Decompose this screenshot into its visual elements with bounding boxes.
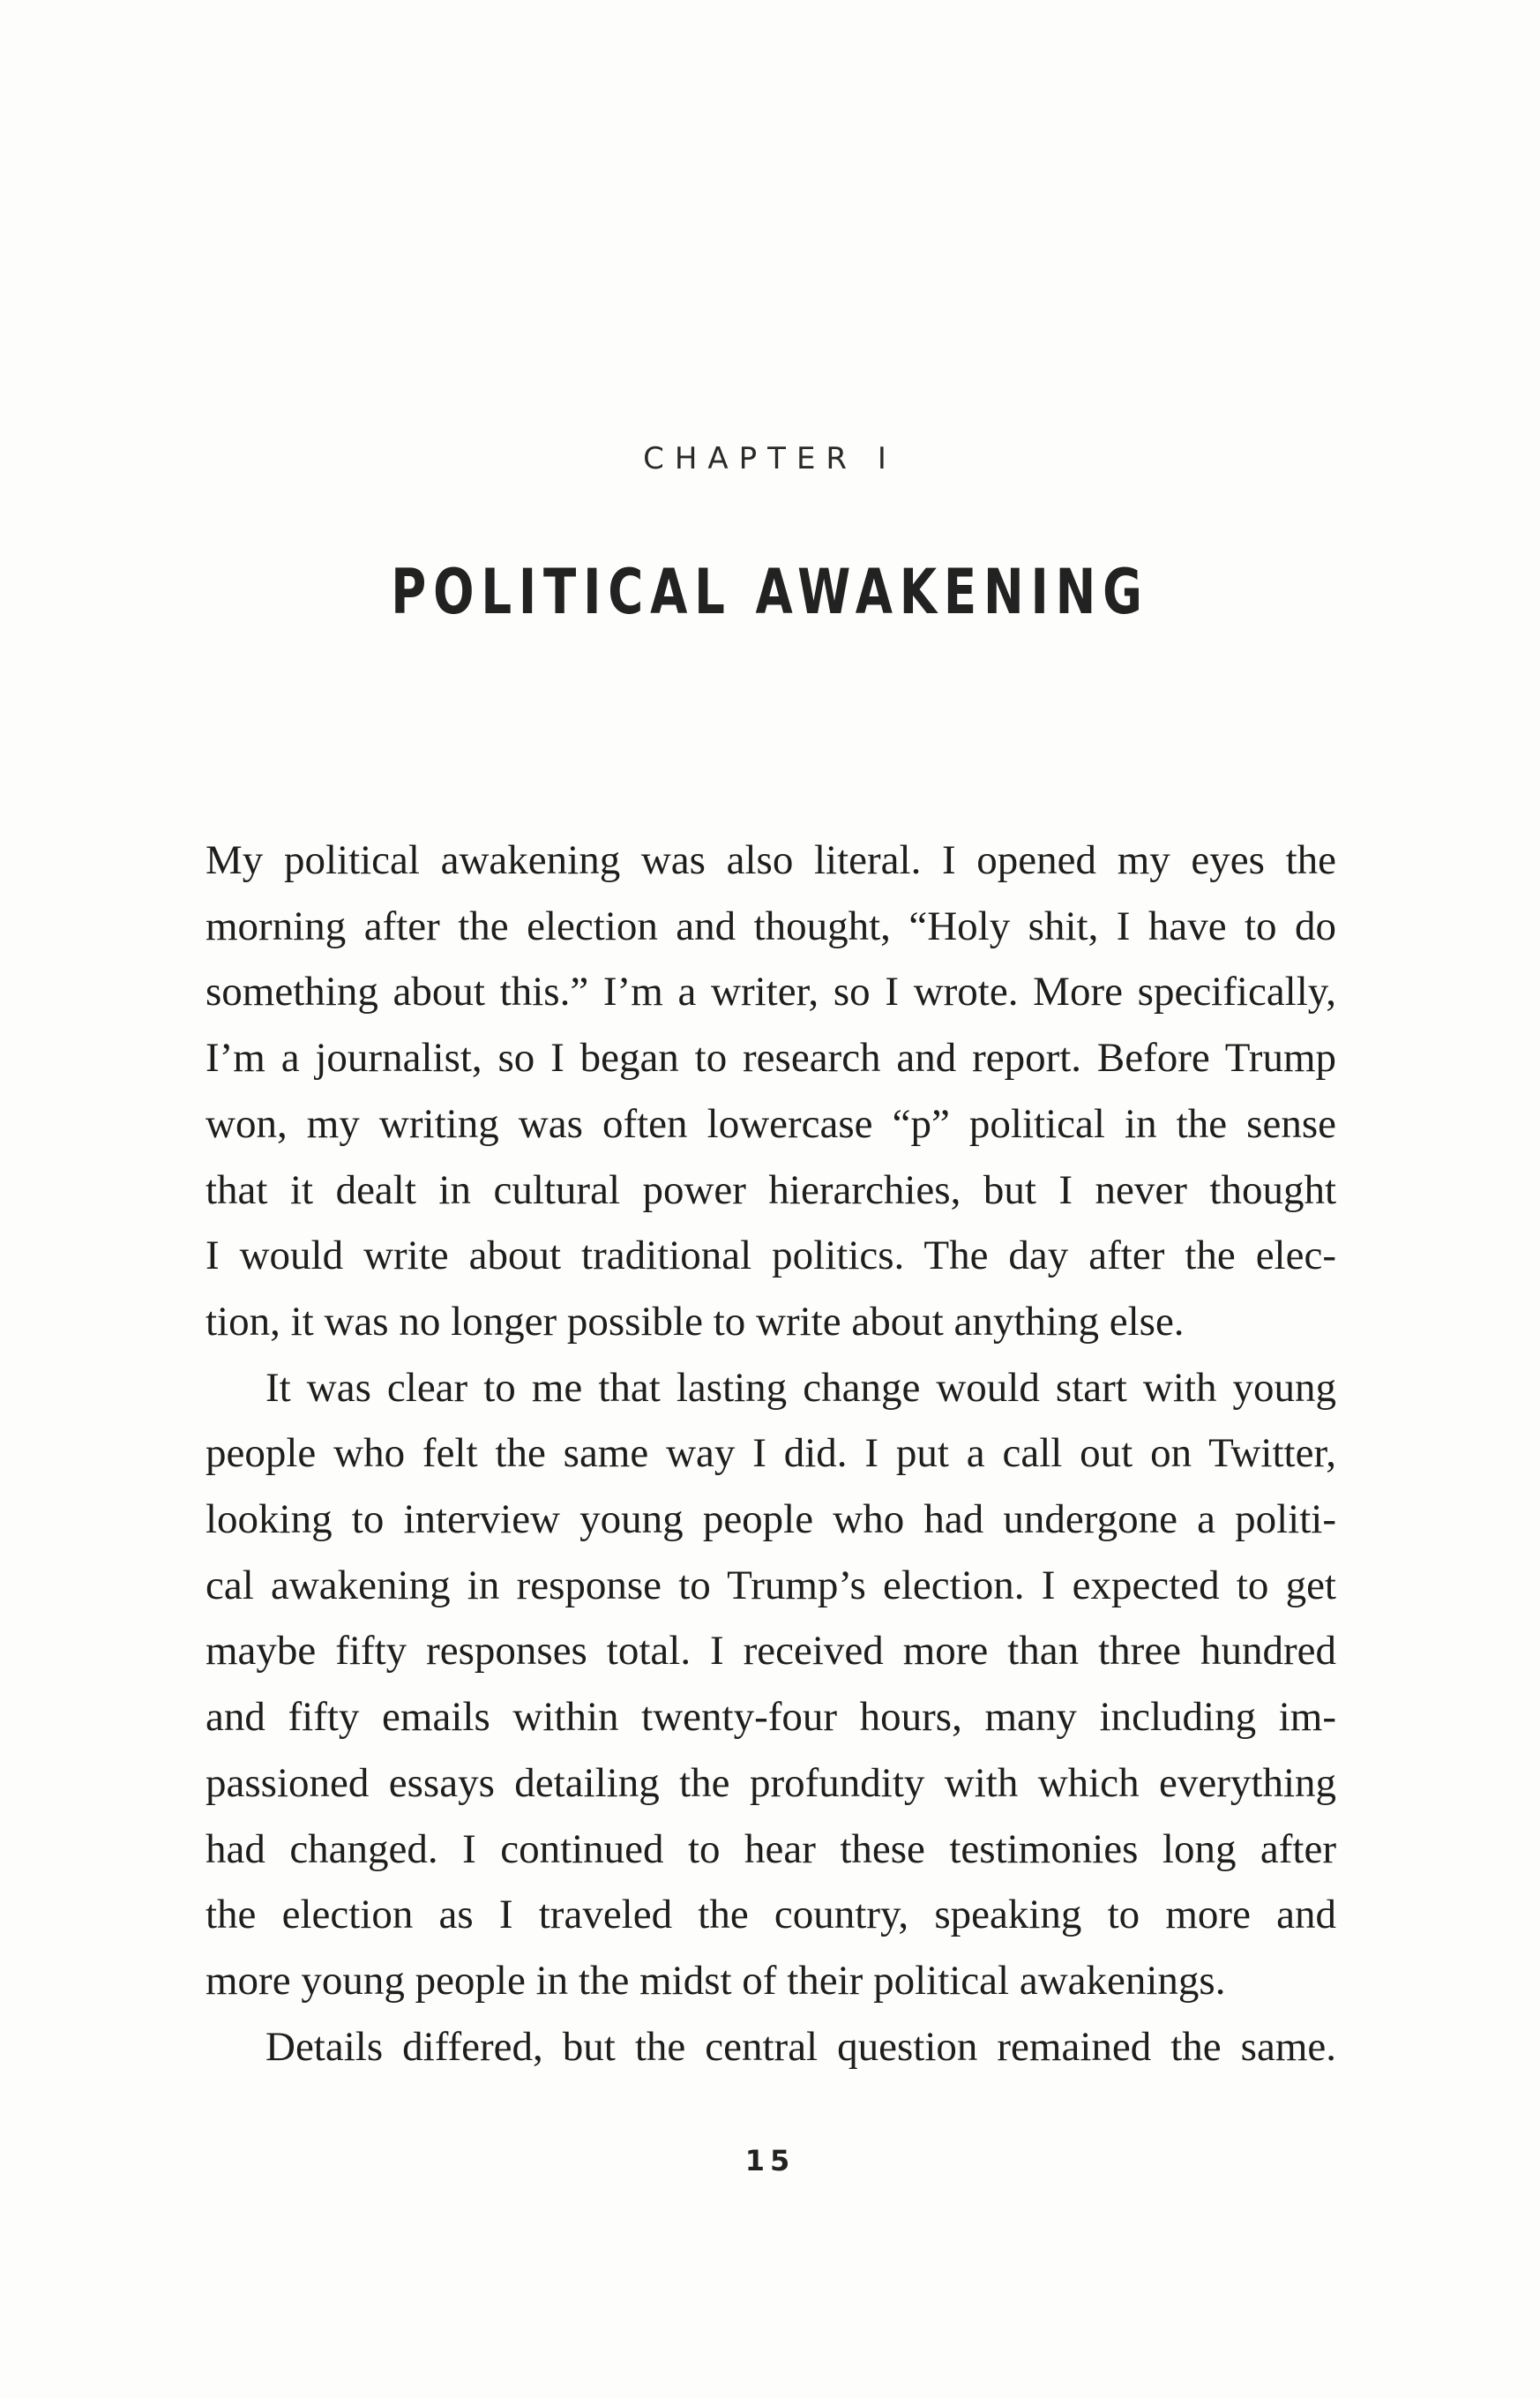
text-line: something about this.” I’m a writer, so I wrote. More specifically, <box>206 969 1336 1015</box>
text-line: It was clear to me that lasting change would start with young <box>265 1364 1336 1411</box>
text-line: passioned essays detailing the profundity with which everything <box>206 1759 1336 1806</box>
text-line: more young people in the midst of their political awakenings. <box>206 1957 1226 2004</box>
text-line: won, my writing was often lowercase “p” political in the sense <box>206 1100 1336 1147</box>
chapter-label: CHAPTER I <box>643 441 897 476</box>
text-line: morning after the election and thought, “Holy shit, I have to do <box>206 903 1336 949</box>
text-line: that it dealt in cultural power hierarchies, but I never thought <box>206 1166 1336 1213</box>
paragraph-3 <box>206 2014 1336 2080</box>
text-line: Details differed, but the central question remained the same. <box>265 2023 1336 2070</box>
text-line: tion, it was no longer possible to write about anything else. <box>206 1298 1185 1345</box>
paragraph-1 <box>206 828 1336 1355</box>
text-line: the election as I traveled the country, speaking to more and <box>206 1892 1336 1938</box>
body-text <box>206 828 1336 2080</box>
chapter-title: POLITICAL AWAKENING <box>391 556 1149 628</box>
text-line: people who felt the same way I did. I put a call out on Twitter, <box>206 1430 1336 1477</box>
text-line: maybe fifty responses total. I received more than three hundred <box>206 1628 1336 1675</box>
text-line: had changed. I continued to hear these testimonies long after <box>206 1825 1336 1872</box>
text-line: cal awakening in response to Trump’s election. I expected to get <box>206 1562 1336 1608</box>
paragraph-2 <box>206 1355 1336 2014</box>
text-line: I would write about traditional politics. The day after the elec- <box>206 1233 1336 1279</box>
text-line: I’m a journalist, so I began to research and report. Before Trump <box>206 1035 1336 1082</box>
text-line: looking to interview young people who had undergone a politi- <box>206 1496 1336 1543</box>
page-number: 15 <box>744 2144 796 2177</box>
text-line: My political awakening was also literal. I opened my eyes the <box>206 837 1336 883</box>
text-line: and fifty emails within twenty-four hours, many including im- <box>206 1694 1336 1741</box>
